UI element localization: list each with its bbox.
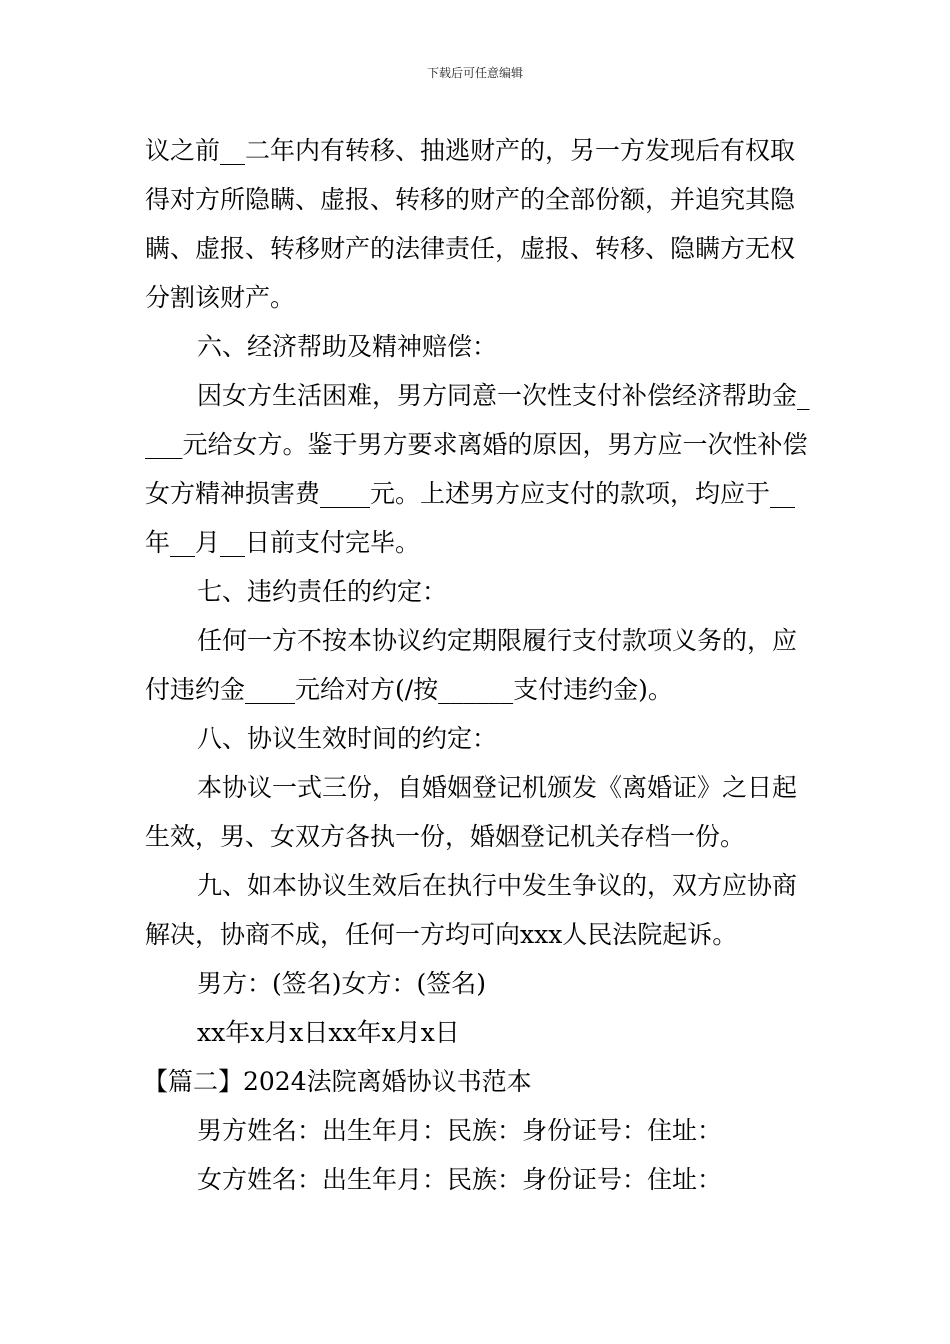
- signature-line: 男方：(签名)女方：(签名): [197, 969, 487, 998]
- field-line-husband: 男方姓名：出生年月：民族：身份证号：住址：: [197, 1116, 723, 1145]
- paragraph-asset-transfer: 议之前__二年内有转移、抽逃财产的，另一方发现后有权取得对方所隐瞒、虚报、转移的财产的全部份额，并追究其隐瞒、虚报、转移财产的法律责任，虚报、转移、隐瞒方无权分割该财产。: [145, 136, 796, 312]
- paragraph-breach-penalty: 任何一方不按本协议约定期限履行支付款项义务的，应付违约金____元给对方(/按______支付违约金)。: [145, 626, 798, 704]
- document-body: [145, 126, 810, 1204]
- field-line-wife: 女方姓名：出生年月：民族：身份证号：住址：: [197, 1165, 723, 1194]
- heading-effective-time: 八、协议生效时间的约定：: [197, 724, 498, 753]
- paragraph-effective-copies: 本协议一式三份，自婚姻登记机颁发《离婚证》之日起生效，男、女双方各执一份，婚姻登记机关存档一份。: [145, 773, 798, 851]
- section-title-part-two: 【篇二】2024法院离婚协议书范本: [143, 1067, 532, 1096]
- page-header-note: 下载后可任意编辑: [426, 66, 523, 80]
- heading-breach-liability: 七、违约责任的约定：: [197, 577, 448, 606]
- heading-economic-help: 六、经济帮助及精神赔偿：: [197, 332, 498, 361]
- paragraph-compensation: 因女方生活困难，男方同意一次性支付补偿经济帮助金____元给女方。鉴于男方要求离婚的原因，男方应一次性补偿女方精神损害费____元。上述男方应支付的款项，均应于__年__月__日前支付完毕。: [145, 381, 810, 557]
- date-line: xx年x月x日xx年x月x日: [197, 1018, 460, 1047]
- paragraph-dispute-resolution: 九、如本协议生效后在执行中发生争议的，双方应协商解决，协商不成，任何一方均可向xxx人民法院起诉。: [145, 871, 798, 949]
